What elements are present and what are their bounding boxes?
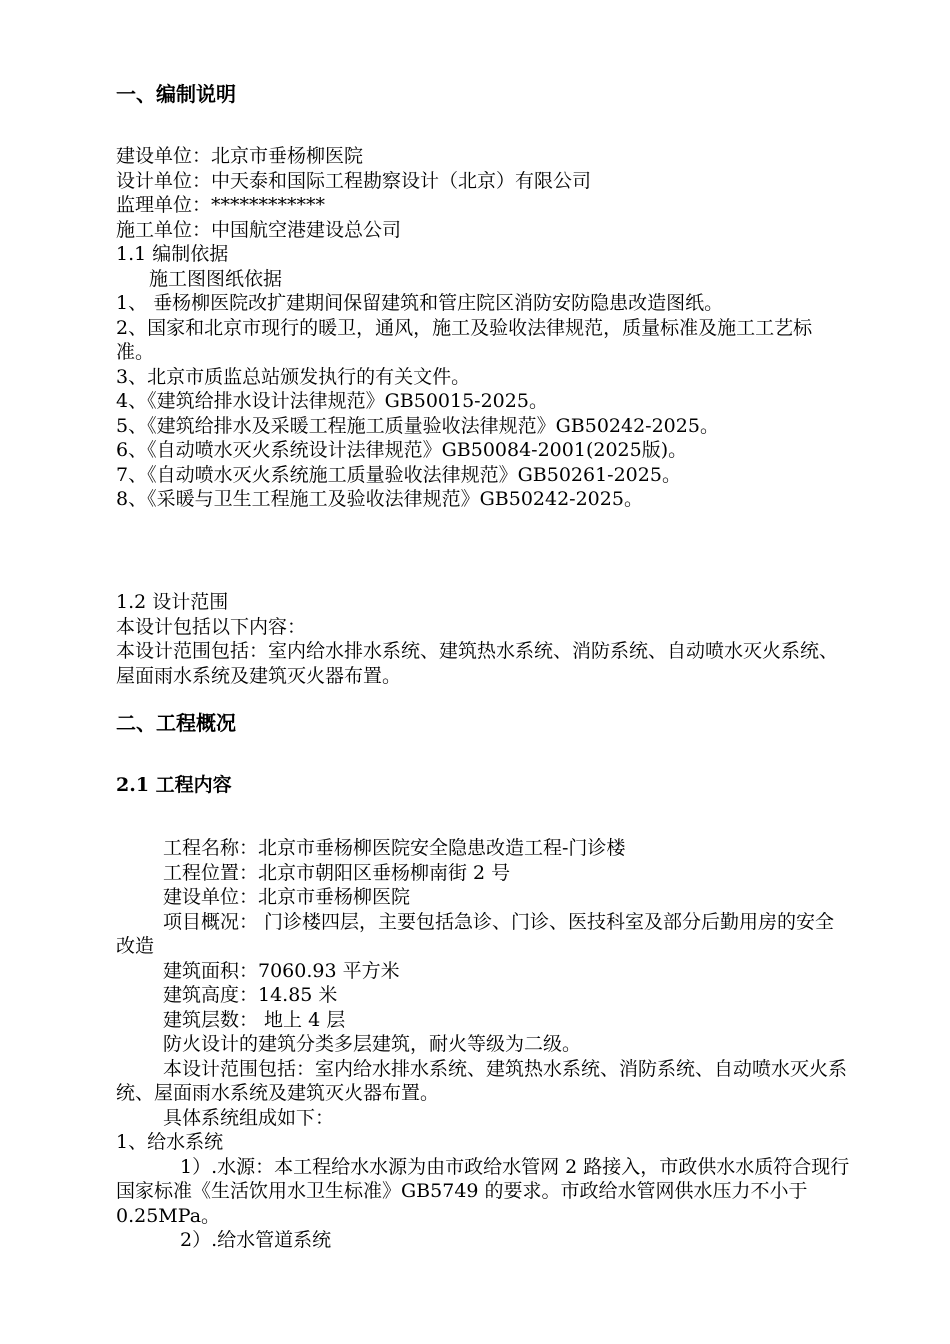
basis-subheading: 施工图图纸依据 bbox=[149, 267, 283, 290]
unit-line-designer: 设计单位：中天泰和国际工程勘察设计（北京）有限公司 bbox=[116, 169, 592, 192]
unit-line-supervisor: 监理单位：************ bbox=[116, 194, 326, 216]
basis-item-6: 6、《自动喷水灭火系统设计法律规范》GB50084-2001(2025版)。 bbox=[116, 439, 688, 461]
building-floors: 建筑层数： 地上 4 层 bbox=[163, 1008, 346, 1031]
scope-heading: 1.2 设计范围 bbox=[116, 591, 229, 613]
project-owner: 建设单位：北京市垂杨柳医院 bbox=[163, 886, 411, 908]
building-area: 建筑面积：7060.93 平方米 bbox=[163, 959, 400, 982]
project-name: 工程名称：北京市垂杨柳医院安全隐患改造工程-门诊楼 bbox=[163, 837, 626, 859]
basis-item-1: 1、 垂杨柳医院改扩建期间保留建筑和管庄院区消防安防隐患改造图纸。 bbox=[116, 292, 724, 314]
basis-heading: 1.1 编制依据 bbox=[116, 243, 229, 265]
basis-item-8: 8、《采暖与卫生工程施工及验收法律规范》GB50242-2025。 bbox=[116, 488, 643, 510]
subsection-heading-2-1: 2.1 工程内容 bbox=[116, 774, 232, 796]
scope-intro: 本设计包括以下内容： bbox=[116, 615, 307, 638]
basis-item-3: 3、北京市质监总站颁发执行的有关文件。 bbox=[116, 365, 471, 388]
fire-classification: 防火设计的建筑分类多层建筑，耐火等级为二级。 bbox=[163, 1033, 582, 1055]
water-supply-heading: 1、给水系统 bbox=[116, 1131, 224, 1153]
basis-item-7: 7、《自动喷水灭火系统施工质量验收法律规范》GB50261-2025。 bbox=[116, 463, 681, 486]
section-heading-1: 一、编制说明 bbox=[116, 82, 236, 106]
project-overview: 项目概况： 门诊楼四层，主要包括急诊、门诊、医技科室及部分后勤用房的安全改造 bbox=[116, 910, 835, 957]
water-source-text: 1）.水源：本工程给水水源为由市政给水管网 2 路接入，市政供水水质符合现行国家标准《生活饮用水卫生标准》GB5749 的要求。市政给水管网供水压力不小于 0.25MPa。 bbox=[116, 1155, 850, 1227]
basis-item-5: 5、《建筑给排水及采暖工程施工质量验收法律规范》GB50242-2025。 bbox=[116, 414, 719, 437]
section-heading-2: 二、工程概况 bbox=[116, 711, 236, 735]
basis-item-4: 4、《建筑给排水设计法律规范》GB50015-2025。 bbox=[116, 390, 548, 412]
project-scope-text: 本设计范围包括：室内给水排水系统、建筑热水系统、消防系统、自动喷水灭火系统、屋面雨水系统及建筑灭火器布置。 bbox=[116, 1057, 848, 1104]
scope-text: 本设计范围包括：室内给水排水系统、建筑热水系统、消防系统、自动喷水灭火系统、屋面雨水系统及建筑灭火器布置。 bbox=[116, 640, 839, 687]
unit-line-owner: 建设单位：北京市垂杨柳医院 bbox=[116, 145, 364, 167]
basis-item-2: 2、国家和北京市现行的暖卫，通风，施工及验收法律规范，质量标准及施工工艺标准。 bbox=[116, 316, 813, 363]
unit-line-contractor: 施工单位：中国航空港建设总公司 bbox=[116, 218, 402, 241]
project-location: 工程位置：北京市朝阳区垂杨柳南街 2 号 bbox=[163, 861, 511, 884]
pipe-system-heading: 2）.给水管道系统 bbox=[180, 1229, 332, 1251]
systems-intro: 具体系统组成如下： bbox=[163, 1106, 335, 1129]
building-height: 建筑高度：14.85 米 bbox=[163, 984, 338, 1006]
